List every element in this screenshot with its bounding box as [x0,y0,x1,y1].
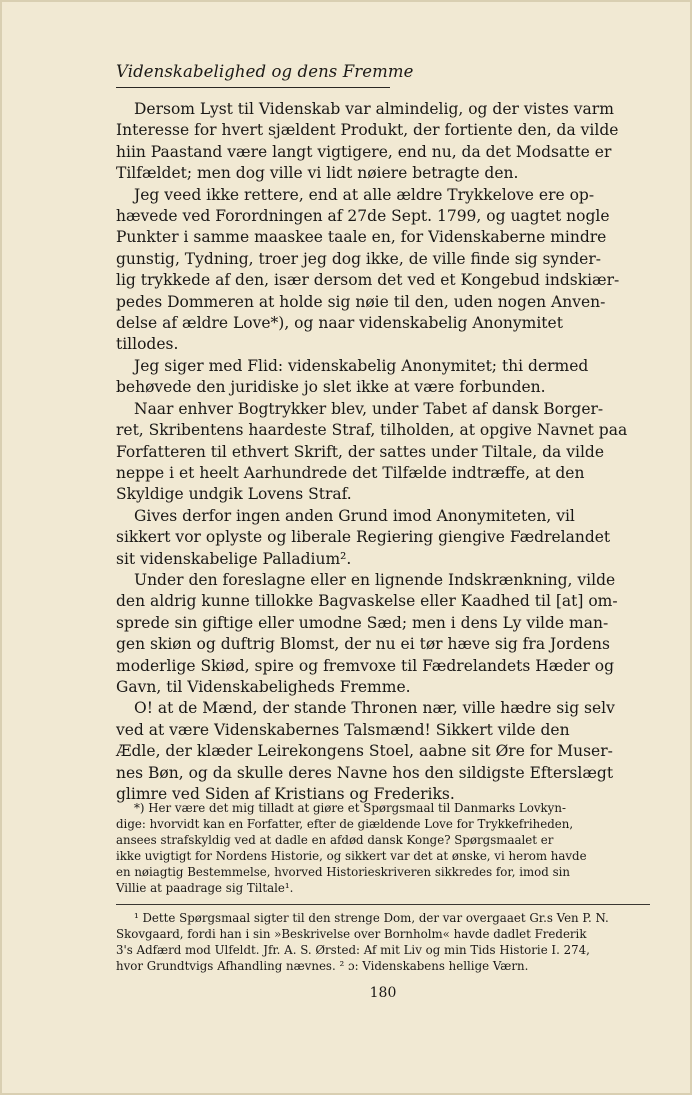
running-head-rule [116,87,390,88]
body-text [116,99,650,805]
paragraph: Under den foreslagne eller en lignende Indskrænkning, vilde den aldrig kunne tillokke Bagvaskelse eller Kaadhed til [at] om- sprede sin giftige eller umodne Sæd; men i dens Ly vilde man- gen skiøn og duftrig Blomst, der nu ei tør hæve sig fra Jordens moderlige Skiød, spire og fremvoxe til Fædrelandets Hæder og Gavn, til Videnskabeligheds Fremme. [116,570,618,696]
author-footnote [116,801,650,896]
paragraph: O! at de Mænd, der stande Thronen nær, ville hædre sig selv ved at være Videnskabernes Talsmænd! Sikkert vilde den Ædle, der klæder Leirekongens Stoel, aabne sit Øre for Muser- nes Bøn, og da skulle deres Navne hos den sildigste Efterslægt glimre ved Siden af Kristians og Frederiks. [116,699,615,803]
paragraph: Dersom Lyst til Videnskab var almindelig, og der vistes varm Interesse for hvert sjældent Produkt, der fortiente den, da vilde hiin Paastand være langt vigtigere, end nu, da det Modsatte er Tilfældet; men dog ville vi lidt nøiere betragte den. [116,100,619,183]
paragraph: Jeg siger med Flid: videnskabelig Anonymitet; thi dermed behøvede den juridiske jo slet ikke at være forbunden. [116,356,589,397]
paragraph: Gives derfor ingen anden Grund imod Anonymiteten, vil sikkert vor oplyste og liberale Regiering giengive Fædrelandet sit videnskabelige Palladium². [116,506,611,568]
editor-note-text: ¹ Dette Spørgsmaal sigter til den strenge Dom, der var overgaaet Gr.s Ven P. N. Skovgaard, fordi han i sin »Beskrivelse over Bornholm« havde dadlet Frederik 3's Adfærd mod Ulfeldt. Jfr. A. S. Ørsted: Af mit Liv og min Tids Historie I. 274, hvor Grundtvigs Afhandling nævnes. ² ɔ: Videnskabens hellige Værn. [116,911,609,973]
paragraph: Naar enhver Bogtrykker blev, under Tabet af dansk Borger- ret, Skribentens haardeste Straf, tilholden, at opgive Navnet paa Forfatteren til ethvert Skrift, der sattes under Tiltale, da vilde neppe i et heelt Aarhundrede det Tilfælde indtræffe, at den Skyldige undgik Lovens Straf. [116,399,628,504]
footnote-rule [116,904,650,905]
editor-notes [116,911,650,975]
paragraph: Jeg veed ikke rettere, end at alle ældre Trykkelove ere op- hævede ved Forordningen af 27de Sept. 1799, og uagtet nogle Punkter i samme maaskee taale en, for Videnskaberne mindre gunstig, Tydning, troer jeg dog ikke, de ville finde sig synder- lig trykkede af den, især dersom det ved et Kongebud indskiær- pedes Dommeren at holde sig nøie til den, uden nogen Anven- delse af ældre Love*), og naar videnskabelig Anonymitet tillodes. [116,185,620,354]
page-number: 180 [369,985,397,1001]
running-head: Videnskabelighed og dens Fremme [116,62,414,81]
footnote-text: *) Her være det mig tilladt at giøre et Spørgsmaal til Danmarks Lovkyn- dige: hvorvidt kan en Forfatter, efter de giældende Love for Trykkefriheden, ansees strafskyldig ved at dadle en afdød dansk Konge? Spørgsmaalet er ikke uvigtigt for Nordens Historie, og sikkert var det at ønske, vi herom havde en nøiagtig Bestemmelse, hvorved Historieskriveren sikkredes for, imod sin Villie at paadrage sig Tiltale¹. [116,801,587,895]
